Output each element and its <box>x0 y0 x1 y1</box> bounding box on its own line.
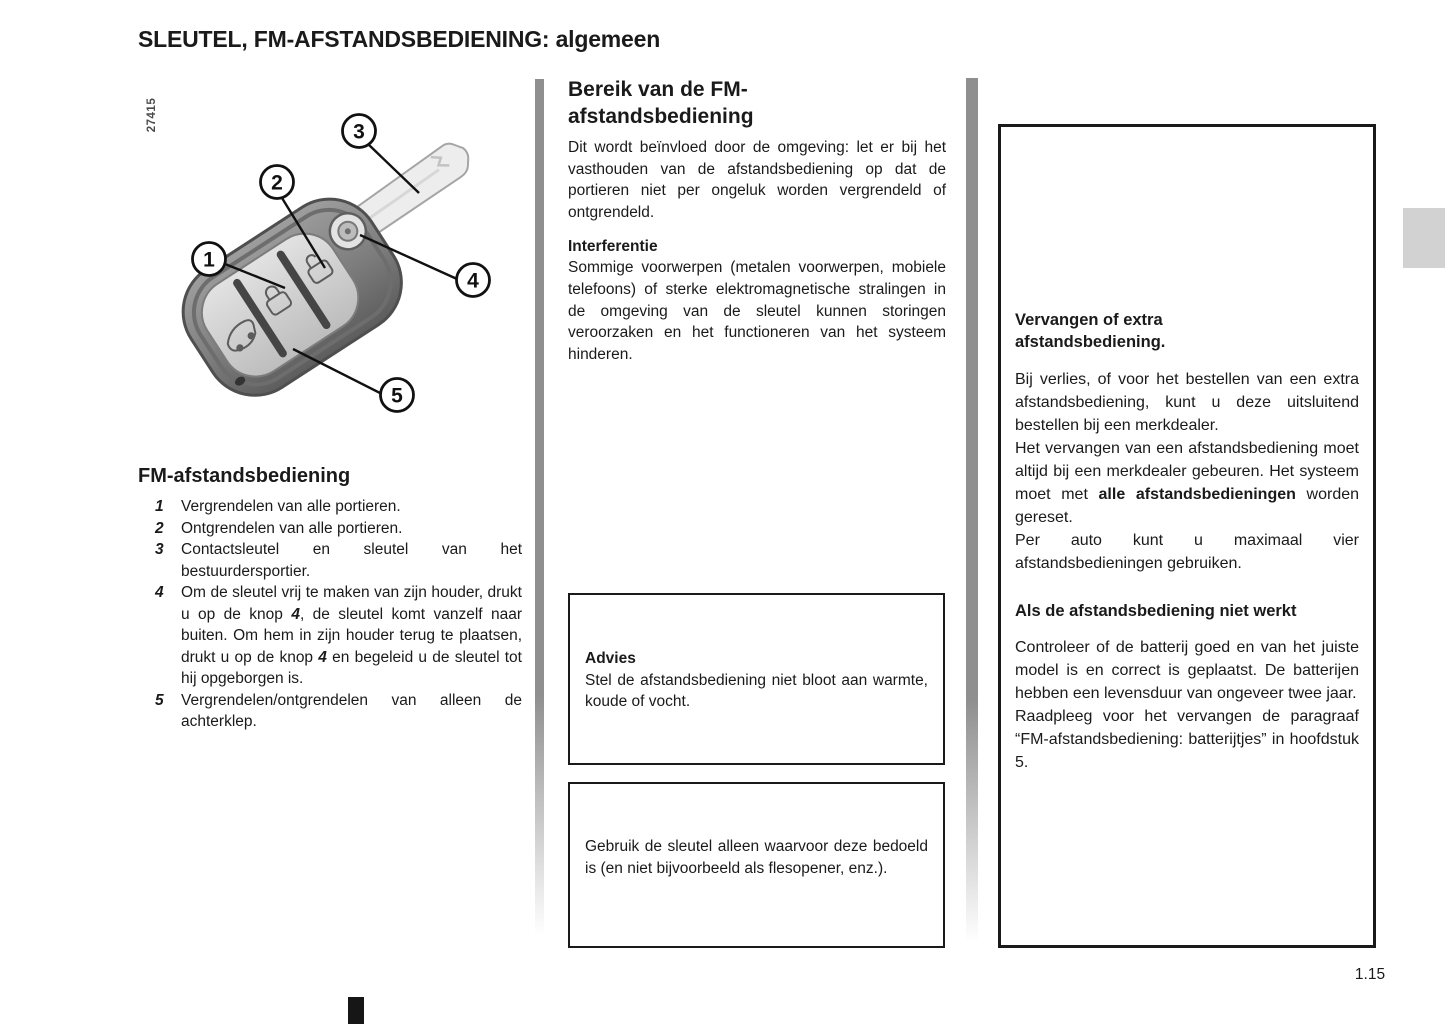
callout-3 <box>343 115 376 148</box>
paragraph: Sommige voorwerpen (metalen voorwerpen, mobiele telefoons) of sterke elektromagnetische stralingen in de omgeving van de sleutel kunnen storingen veroorzaken en het functioneren van het systeem hinderen. <box>568 259 946 363</box>
callout-5 <box>381 379 414 412</box>
callout-4 <box>457 264 490 297</box>
item-text: Contactsleutel en sleutel van het bestuurdersportier. <box>181 541 522 580</box>
chapter-edge-tab <box>1403 208 1445 268</box>
item-number: 1 <box>155 498 164 515</box>
paragraph: Raadpleeg voor het vervangen de paragraaf “FM-afstandsbediening: batterijtjes” in hoofdstuk 5. <box>1015 708 1359 771</box>
paragraph: Bij verlies, of voor het bestellen van een extra afstandsbediening, kunt u deze uitsluitend bestellen bij een merkdealer. <box>1015 371 1359 434</box>
section-heading: Bereik van de FM- afstandsbediening <box>568 78 754 128</box>
usage-note-text: Gebruik de sleutel alleen waarvoor deze bedoeld is (en niet bijvoorbeeld als flesopener, enz.). <box>585 838 928 877</box>
right-section-box <box>998 124 1376 948</box>
svg-text:1: 1 <box>203 248 215 272</box>
figure-code-label: 27415 <box>146 97 158 133</box>
svg-text:5: 5 <box>391 384 403 408</box>
subsection-heading: Interferentie <box>568 238 658 256</box>
item-number: 3 <box>155 541 164 558</box>
list-item <box>138 539 522 582</box>
section-heading: FM-afstandsbediening <box>138 465 351 487</box>
item-number: 4 <box>155 584 164 601</box>
page-number: 1.15 <box>1354 966 1386 983</box>
svg-text:2: 2 <box>271 171 283 195</box>
usage-note-box <box>568 782 945 948</box>
callout-2 <box>261 166 294 199</box>
svg-text:3: 3 <box>353 120 365 144</box>
key-fob-illustration <box>155 88 545 433</box>
advice-box <box>568 593 945 765</box>
item-number: 5 <box>155 691 164 709</box>
list-item <box>138 518 522 540</box>
item-text: Om de sleutel vrij te maken van zijn houder, drukt u op de knop 4, de sleutel komt vanzelf naar buiten. Om hem in zijn houder terug te plaatsen, drukt u op de knop 4 en begeleid u de sleutel tot hij opgeborgen is. <box>181 584 522 687</box>
paragraph: Dit wordt beïnvloed door de omgeving: let er bij het vasthouden van de afstandsbediening op dat de portieren niet per ongeluk worden vergrendeld of ontgrendeld. <box>568 139 946 221</box>
subsection-heading: Vervangen of extra afstandsbediening. <box>1015 311 1166 351</box>
item-text: Vergrendelen/ontgrendelen van alleen de achterklep. <box>181 691 522 730</box>
list-item <box>138 690 522 733</box>
column-divider <box>966 78 978 942</box>
list-item <box>138 582 522 690</box>
footer-mark <box>348 997 364 1024</box>
advice-box-heading: Advies <box>585 650 636 667</box>
item-number: 2 <box>155 519 164 537</box>
left-section <box>138 464 522 733</box>
advice-box-text: Stel de afstandsbediening niet bloot aan warmte, koude of vocht. <box>585 671 928 710</box>
paragraph: Het vervangen van een afstandsbediening moet altijd bij een merkdealer gebeuren. Het systeem moet met alle afstandsbedieningen worden gereset. <box>1015 440 1360 526</box>
item-text: Vergrendelen van alle portieren. <box>181 498 401 515</box>
subsection-heading: Als de afstandsbediening niet werkt <box>1015 602 1297 620</box>
page-title: SLEUTEL, FM-AFSTANDSBEDIENING: algemeen <box>138 26 661 52</box>
callout-legend-list <box>138 496 522 733</box>
paragraph: Controleer of de batterij goed en van het juiste model is en correct is geplaatst. De batterijen hebben een levensduur van ongeveer twee jaar. <box>1015 639 1359 702</box>
middle-section <box>568 76 946 365</box>
paragraph: Per auto kunt u maximaal vier afstandsbedieningen gebruiken. <box>1015 532 1359 572</box>
callout-1 <box>193 243 226 276</box>
svg-text:4: 4 <box>467 269 479 293</box>
column-divider <box>535 79 544 935</box>
item-text: Ontgrendelen van alle portieren. <box>181 519 403 537</box>
list-item <box>138 496 522 518</box>
